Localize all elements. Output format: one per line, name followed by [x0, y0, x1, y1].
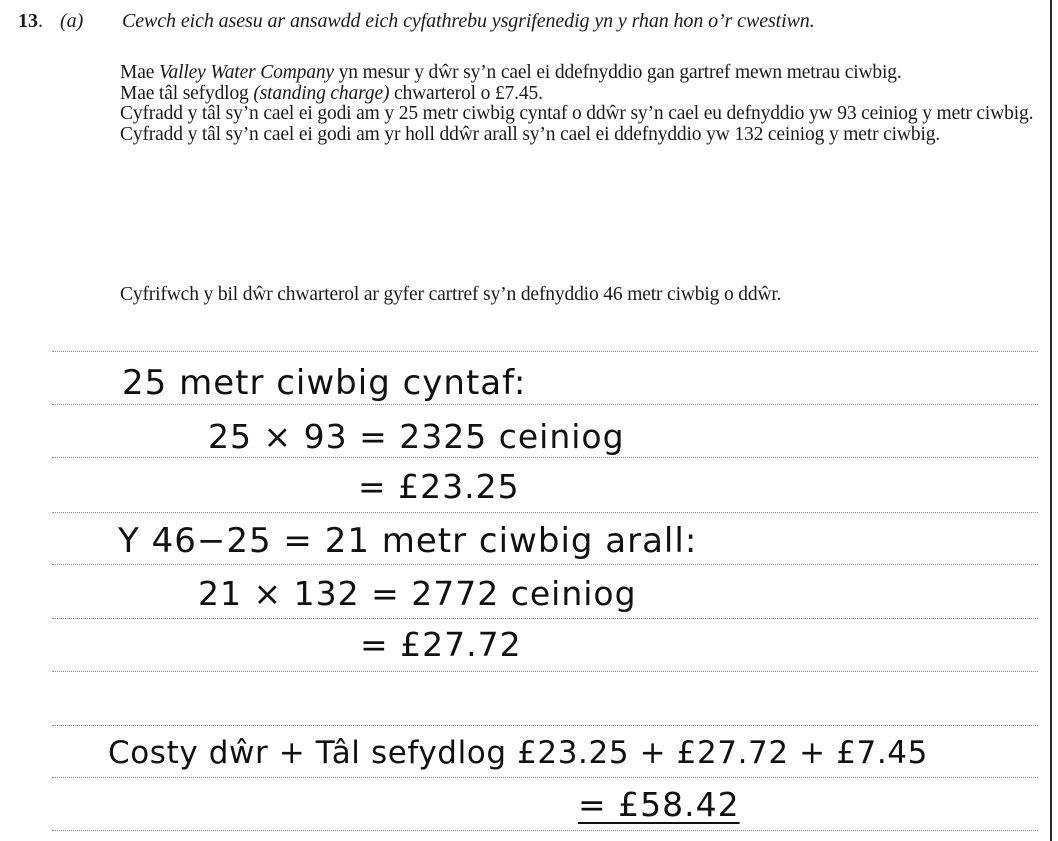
question-part: (a) [60, 10, 84, 32]
handwritten-line-8-final-answer: = £58.42 [578, 785, 740, 824]
handwritten-line-7: Costy dŵr + Tâl sefydlog £23.25 + £27.72 + £7.45 [108, 735, 928, 771]
p1-pre: Mae [120, 62, 159, 83]
p1-post: yn mesur y dŵr sy’n cael ei ddefnyddio gan gartref mewn metrau ciwbig. [333, 62, 902, 83]
answer-line [52, 564, 1038, 565]
body-paragraph-2 [120, 84, 1038, 105]
page-right-border [1050, 0, 1052, 841]
answer-line [52, 351, 1038, 352]
answer-line [52, 512, 1038, 513]
handwritten-line-1: 25 metr ciwbig cyntaf: [122, 363, 527, 403]
handwritten-line-5: 21 × 132 = 2772 ceiniog [198, 574, 637, 613]
question-body [120, 63, 1038, 145]
question-number [18, 10, 43, 33]
body-paragraph-3: Cyfradd y tâl sy’n cael ei godi am y 25 metr ciwbig cyntaf o ddŵr sy’n cael eu defnyddio yw 93 ceiniog y metr ciwbig. [120, 103, 1034, 124]
body-paragraph-4: Cyfradd y tâl sy’n cael ei godi am yr holl ddŵr arall sy’n cael ei ddefnyddio yw 132 ceiniog y metr ciwbig. [120, 123, 941, 145]
question-instruction: Cewch eich asesu ar ansawdd eich cyfathrebu ysgrifenedig yn y rhan hon o’r cwestiwn. [122, 10, 815, 32]
answer-line [52, 725, 1038, 726]
handwritten-line-3: = £23.25 [358, 467, 520, 506]
p2-post: chwarterol o £7.45. [389, 82, 543, 104]
p2-pre: Mae tâl sefydlog [120, 82, 254, 104]
question-number-dot: . [38, 10, 43, 32]
answer-line [52, 404, 1038, 405]
answer-line [52, 671, 1038, 672]
company-name: Valley Water Company [158, 62, 334, 83]
answer-line [52, 830, 1038, 831]
handwritten-line-6: = £27.72 [360, 625, 522, 664]
body-paragraph-1 [120, 63, 1038, 84]
handwritten-line-4: Y 46−25 = 21 metr ciwbig arall: [118, 521, 698, 561]
handwritten-line-2: 25 × 93 = 2325 ceiniog [208, 417, 625, 456]
answer-line [52, 777, 1038, 778]
task-text: Cyfrifwch y bil dŵr chwarterol ar gyfer cartref sy’n defnyddio 46 metr ciwbig o ddŵr. [120, 284, 782, 305]
answer-line [52, 618, 1038, 619]
question-number-value: 13 [18, 10, 38, 32]
standing-charge-term: (standing charge) [253, 82, 390, 104]
answer-line [52, 457, 1038, 458]
